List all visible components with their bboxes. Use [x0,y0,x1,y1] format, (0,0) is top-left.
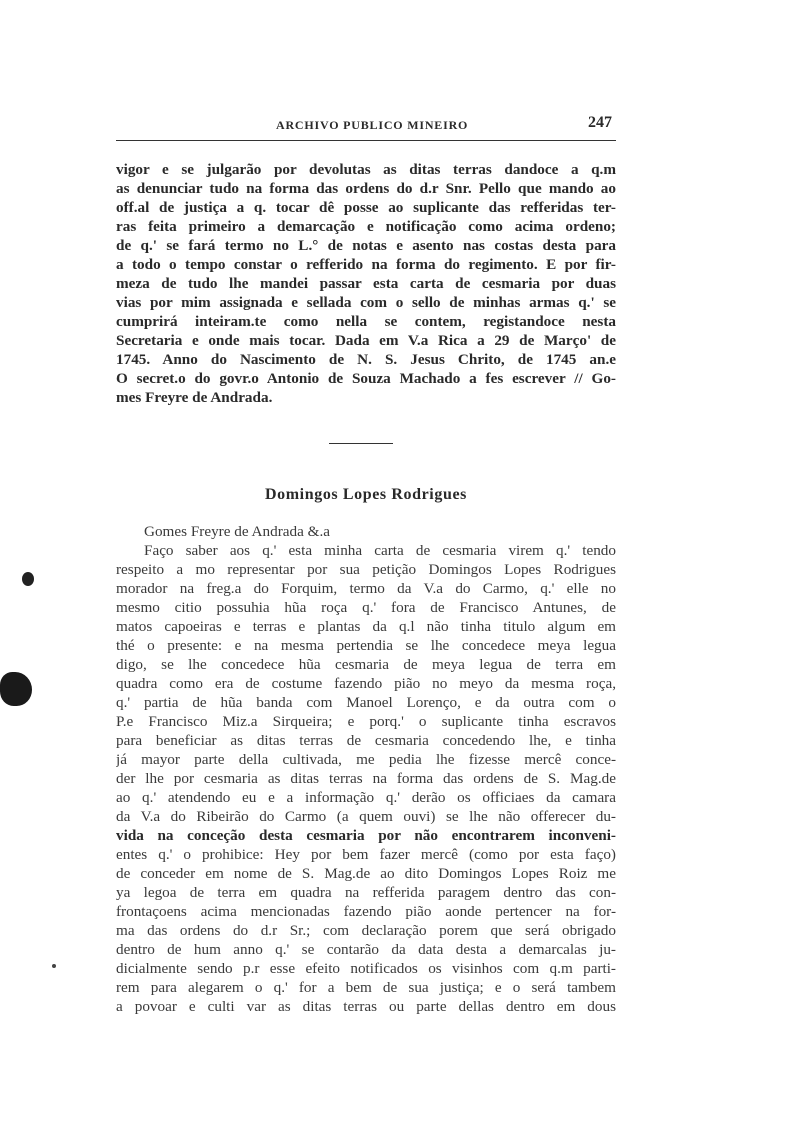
text-line: quadra como era de costume fazendo pião no meyo da mesma roça, [116,675,616,692]
text-line: vida na conceção desta cesmaria por não encontrarem inconveni- [116,827,616,844]
text-line: thé o presente: e na mesma pertendia se lhe concedece meya legua [116,637,616,654]
text-line: cumprirá inteiram.te como nella se contem, registandoce nesta [116,313,616,330]
text-line: meza de tudo lhe mandei passar esta carta de cesmaria por duas [116,275,616,292]
section-divider [329,443,393,444]
text-line: vigor e se julgarão por devolutas as ditas terras dandoce a q.m [116,161,616,178]
text-line: mes Freyre de Andrada. [116,389,273,406]
text-line: ma das ordens do d.r Sr.; com declaração porem que será obrigado [116,922,616,939]
text-line: ao q.' atendendo eu e a informação q.' derão os officiaes da camara [116,789,616,806]
text-line: vias por mim assignada e sellada com o sello de minhas armas q.' se [116,294,616,311]
text-line: q.' partia de hũa banda com Manoel Lorenço, e da outra com o [116,694,616,711]
text-line: rem para alegarem o q.' for a bem de sua justiça; e o será tambem [116,979,616,996]
text-line: de q.' se fará termo no L.° de notas e asento nas costas desta para [116,237,616,254]
text-line: P.e Francisco Miz.a Sirqueira; e porq.' o suplicante tinha escravos [116,713,616,730]
text-line: matos capoeiras e terras e plantas da q.l não tinha titulo algum em [116,618,616,635]
text-line: Faço saber aos q.' esta minha carta de cesmaria virem q.' tendo [144,542,616,559]
text-line: dicialmente sendo p.r esse efeito notificados os visinhos com q.m parti- [116,960,616,977]
text-block-grant [116,522,616,1016]
text-line: da V.a do Ribeirão do Carmo (a quem ouvi) se lhe não offerecer du- [116,808,616,825]
text-line: frontaçoens acima mencionadas fazendo pião aonde pertencer na for- [116,903,616,920]
text-line: a todo o tempo constar o refferido na forma do regimento. E por fir- [116,256,616,273]
text-line: 1745. Anno do Nascimento de N. S. Jesus Chrito, de 1745 an.e [116,351,616,368]
text-line: O secret.o do govr.o Antonio de Souza Machado a fes escrever // Go- [116,370,616,387]
text-line: já mayor parte della cultivada, me pedia lhe fizesse mercê conce- [116,751,616,768]
text-line: ras feita primeiro a demarcação e notificação como acima ordeno; [116,218,616,235]
ink-blot [0,672,32,706]
text-line: morador na freg.a do Forquim, termo da V.a do Carmo, q.' elle no [116,580,616,597]
text-line: der lhe por cesmaria as ditas terras na forma das ordens de S. Mag.de [116,770,616,787]
text-line: a povoar e culti var as ditas terras ou parte dellas dentro em dous [116,998,616,1015]
text-block-continuation [116,160,616,407]
text-line: para beneficiar as ditas terras de cesmaria concedendo lhe, e tinha [116,732,616,749]
page-header [116,114,616,141]
text-line: mesmo citio possuhia hũa roça q.' fora de Francisco Antunes, de [116,599,616,616]
text-line: off.al de justiça a q. tocar dê posse ao suplicante das refferidas ter- [116,199,616,216]
text-line: ya legoa de terra em quadra na refferida paragem dentro das con- [116,884,616,901]
section-title: Domingos Lopes Rodrigues [265,486,467,503]
page-number: 247 [588,114,612,131]
text-line: Secretaria e onde mais tocar. Dada em V.a Rica a 29 de Março' de [116,332,616,349]
running-head: ARCHIVO PUBLICO MINEIRO [276,118,469,132]
ink-blot [22,572,34,586]
text-line: Gomes Freyre de Andrada &.a [144,523,330,540]
ink-speck [52,964,56,968]
text-line: as denunciar tudo na forma das ordens do d.r Snr. Pello que mando ao [116,180,616,197]
text-line: respeito a mo representar por sua petição Domingos Lopes Rodrigues [116,561,616,578]
text-line: digo, se lhe concedece hũa cesmaria de meya legua de terra em [116,656,616,673]
text-line: entes q.' o prohibice: Hey por bem fazer mercê (como por esta faço) [116,846,616,863]
text-line: de conceder em nome de S. Mag.de ao dito Domingos Lopes Roiz me [116,865,616,882]
text-line: dentro de hum anno q.' se contarão da data desta a demarcalas ju- [116,941,616,958]
